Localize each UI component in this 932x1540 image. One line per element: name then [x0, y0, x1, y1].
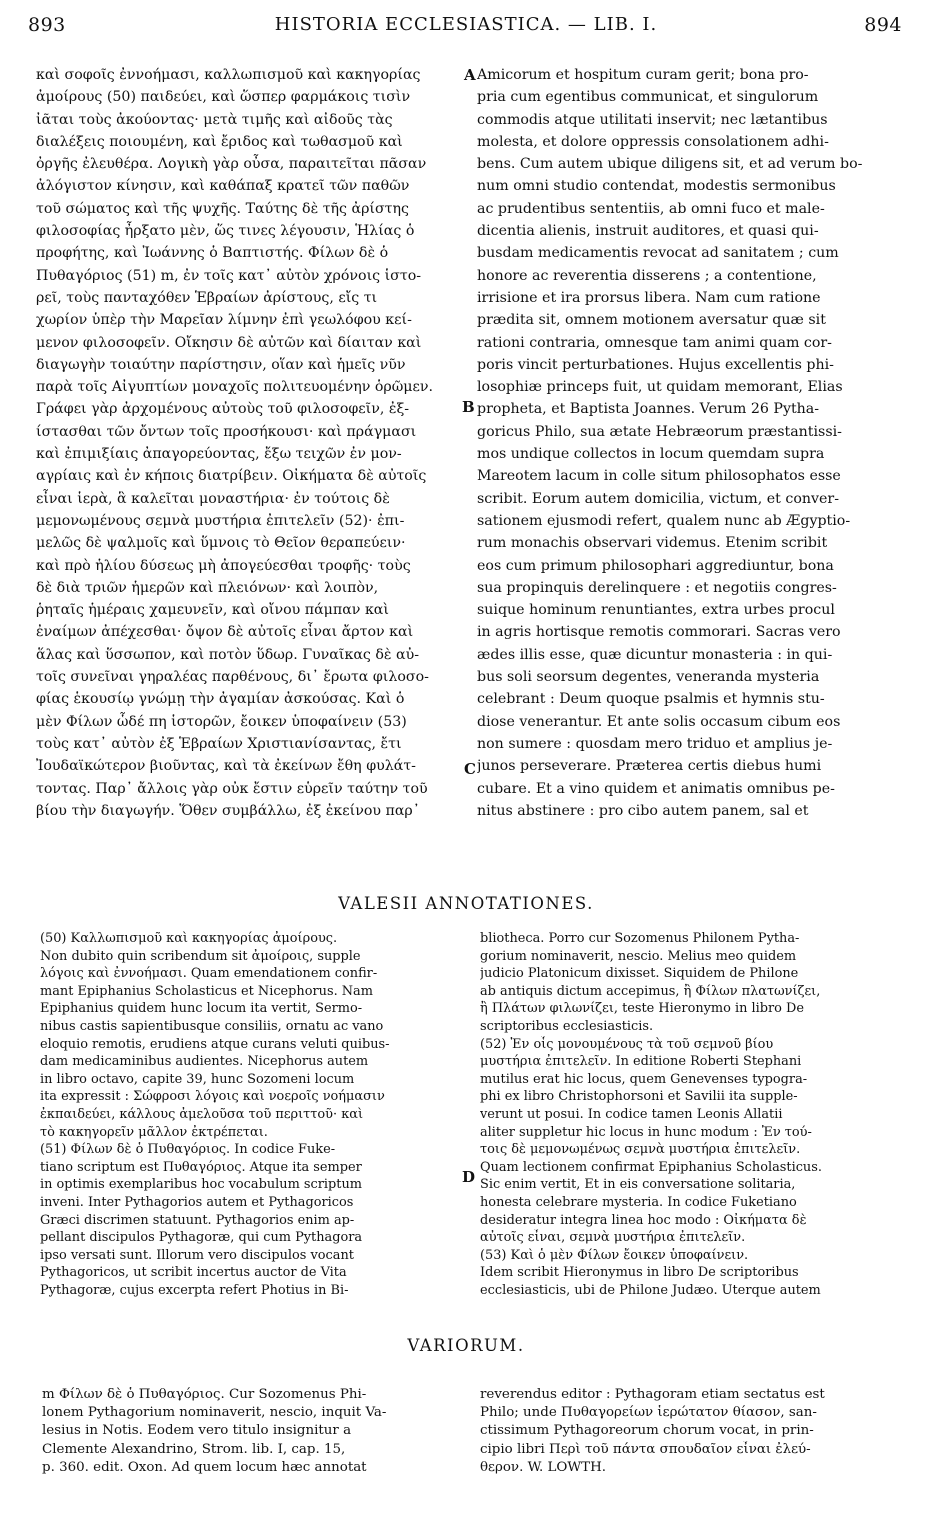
text-line: (50) Καλλωπισμοῦ καὶ κακηγορίας ἀμοίρους. — [40, 931, 338, 946]
text-line: τοὺς κατ᾽ αὐτὸν ἐξ Ἑβραίων Χριστιανίσαντας, ἔτι — [36, 735, 402, 752]
text-line: δὲ διὰ τριῶν ἡμερῶν καὶ πλειόνων· καὶ λοιπὸν, — [36, 579, 379, 596]
text-line: pria cum egentibus communicat, et singulorum — [477, 89, 819, 106]
variorum-heading: VARIORUM. — [407, 1336, 525, 1355]
text-line: pellant discipulos Pythagoræ, qui cum Pythagora — [40, 1230, 363, 1246]
text-line: Mareotem lacum in colle situm philosophatos esse — [477, 468, 841, 485]
text-line: eos cum primum philosophari aggrediuntur, bona — [477, 557, 834, 574]
text-line: p. 360. edit. Oxon. Ad quem locum hæc annotat — [42, 1459, 367, 1475]
text-line: τοις δὲ μεμονωμένως σεμνὰ μυστήρια ἐπιτελεῖν. — [480, 1142, 801, 1158]
text-line: junos perseverare. Præterea certis diebus humi — [477, 758, 822, 775]
text-line: βίου τὴν διαγωγήν. Ὅθεν συμβάλλω, ἐξ ἐκείνου παρ᾽ — [36, 802, 420, 819]
text-line: ἐκπαιδεύει, κάλλους ἀμελοῦσα τοῦ περιττοῦ· καὶ — [40, 1106, 364, 1122]
text-line: inveni. Inter Pythagorios autem et Pythagoricos — [40, 1194, 354, 1210]
text-line: Græci discrimen statuunt. Pythagorios enim ap- — [40, 1212, 355, 1228]
text-line: reverendus editor : Pythagoram etiam sectatus est — [480, 1387, 825, 1402]
text-line: irrisione et ira prorsus libera. Nam cum ratione — [477, 289, 821, 306]
text-line: dam medicaminibus audientes. Nicephorus autem — [40, 1054, 369, 1070]
annotations-left-column — [40, 930, 460, 1299]
text-line: ῥηταῖς ἡμέραις χαμευνεῖν, καὶ οἴνου πάμπαν καὶ — [36, 602, 389, 619]
text-line: τὸ κακηγορεῖν μᾶλλον ἐκτρέπεται. — [40, 1124, 268, 1140]
text-line: φίας ἑκουσίῳ γνώμῃ τὴν ἀγαμίαν ἀσκούσας. Καὶ ὁ — [36, 691, 405, 708]
text-line: phi ex libro Christophorsoni et Savilii ita supple- — [480, 1089, 798, 1105]
text-line: χωρίον ὑπὲρ τὴν Μαρεῖαν λίμνην ἐπὶ γεωλόφου κεί- — [36, 312, 412, 329]
text-line: aliter suppletur hic locus in hunc modum : Ἐν τού- — [480, 1124, 812, 1140]
text-line: bliotheca. Porro cur Sozomenus Philonem Pytha- — [480, 931, 800, 946]
text-line: celebrant : Deum quoque psalmis et hymnis stu- — [477, 691, 825, 708]
text-line: ἀλόγιστον κίνησιν, καὶ καθάπαξ κρατεῖ τῶν παθῶν — [36, 178, 410, 195]
text-line: ὀργῆς ἐλευθέρα. Λογικὴ γὰρ οὖσα, παραιτεῖται πᾶσαν — [36, 156, 427, 173]
text-line: rum monachis observari videmus. Etenim scribit — [477, 535, 828, 552]
text-line: διαγωγὴν τοιαύτην παρίστησιν, οἵαν καὶ ἡμεῖς νῦν — [36, 356, 406, 373]
text-line: ἢ Πλάτων φιλωνίζει, teste Hieronymo in libro De — [480, 1001, 804, 1017]
text-line: ecclesiasticis, ubi de Philone Judæo. Uterque autem — [480, 1282, 821, 1298]
text-line: Philo; unde Πυθαγορείων ἱερώτατον θίασον, san- — [480, 1405, 817, 1421]
text-line: diose venerantur. Et ante solis occasum cibum eos — [477, 713, 841, 730]
latin-text-column — [477, 64, 897, 822]
text-line: lonem Pythagorium nominaverit, nescio, inquit Va- — [42, 1405, 387, 1421]
text-line: μελῶς δὲ ψαλμοῖς καὶ ὕμνοις τὸ Θεῖον θεραπεύειν· — [36, 535, 406, 552]
text-line: Pythagoricos, ut scribit incertus auctor de Vita — [40, 1265, 347, 1281]
text-line: ρεῖ, τοὺς πανταχόθεν Ἑβραίων ἀρίστους, εἴς τι — [36, 289, 378, 306]
text-line: καὶ ἐπιμιξίαις ἀπαγορεύοντας, ἔξω τειχῶν ἐν μον- — [36, 446, 402, 463]
text-line: ita expressit : Σώφροσι λόγοις καὶ νοεροῖς νοήμασιν — [40, 1089, 385, 1105]
annotations-heading: VALESII ANNOTATIONES. — [338, 894, 594, 913]
text-line: καὶ σοφοῖς ἐννοήμασι, καλλωπισμοῦ καὶ κακηγορίας — [36, 67, 421, 83]
text-line: τοῖς συνεῖναι γηραλέας παρθένους, δι᾽ ἔρωτα φιλοσο- — [36, 669, 429, 686]
text-line: in optimis exemplaribus hoc vocabulum scriptum — [40, 1177, 362, 1193]
variorum-left-column — [42, 1386, 460, 1477]
text-line: suique hominum renuntiantes, extra urbes procul — [477, 602, 835, 619]
text-line: sationem ejusmodi refert, qualem nunc ab Ægyptio- — [477, 512, 851, 529]
text-line: honore ac reverentia disserens ; a contentione, — [477, 267, 817, 284]
text-line: bens. Cum autem ubique diligens sit, et ad verum bo- — [477, 156, 863, 173]
text-line: losophiæ princeps fuit, ut quidam memorant, Elias — [477, 379, 843, 396]
text-line: θερον. W. LOWTH. — [480, 1459, 607, 1475]
text-line: molesta, et dolore oppressis consolationem adhi- — [477, 133, 829, 150]
text-line: num omni studio contendat, modestis sermonibus — [477, 178, 836, 195]
text-line: μεμονωμένους σεμνὰ μυστήρια ἐπιτελεῖν (52)· ἐπι- — [36, 512, 405, 529]
text-line: Idem scribit Hieronymus in libro De scriptoribus — [480, 1265, 799, 1281]
text-line: αγρίαις καὶ ἐν κήποις διατρίβειν. Οἰκήματα δὲ αὐτοῖς — [36, 468, 427, 485]
text-line: διαλέξεις ποιουμένη, καὶ ἔριδος καὶ τωθασμοῦ καὶ — [36, 133, 403, 150]
text-line: scribit. Eorum autem domicilia, victum, et conver- — [477, 490, 840, 507]
text-line: Non dubito quin scribendum sit ἀμοίροις, supple — [40, 948, 361, 964]
text-line: (52) Ἐν οἷς μονουμένους τὰ τοῦ σεμνοῦ βίου — [480, 1036, 774, 1052]
text-line: ίστασθαι τῶν ὄντων τοῖς προσήκουσι· καὶ πράγμασι — [36, 423, 417, 440]
text-line: ædes illis esse, quæ dicuntur monasteria : in qui- — [477, 646, 833, 663]
text-line: commodis atque utilitati inservit; nec lætantibus — [477, 111, 828, 128]
text-line: lesius in Notis. Eodem vero titulo insignitur a — [42, 1423, 352, 1439]
text-line: eloquio remotis, erudiens atque curans veluti quibus- — [40, 1036, 390, 1052]
text-line: verunt ut posui. In codice tamen Leonis Allatii — [480, 1106, 783, 1122]
text-line: gorium nominaverit, nescio. Melius meo quidem — [480, 948, 797, 964]
text-line: honesta celebrare mysteria. In codice Fuketiano — [480, 1194, 797, 1210]
text-line: mutilus erat hic locus, quem Genevenses typogra- — [480, 1071, 808, 1087]
text-line: Πυθαγόριος (51) m, ἐν τοῖς κατ᾽ αὐτὸν χρόνοις ἱστο- — [36, 267, 422, 284]
text-line: τοντας. Παρ᾽ ἄλλοις γὰρ οὐκ ἔστιν εὑρεῖν ταύτην τοῦ — [36, 780, 428, 797]
text-line: (51) Φίλων δὲ ὁ Πυθαγόριος. In codice Fuke- — [40, 1142, 336, 1158]
text-line: judicio Platonicum dixisset. Siquidem de Philone — [480, 966, 799, 982]
text-line: Pythagoræ, cujus excerpta refert Photius in Bi- — [40, 1282, 349, 1298]
margin-marker-b: B — [462, 398, 475, 416]
text-line: (53) Καὶ ὁ μὲν Φίλων ἔοικεν ὑποφαίνειν. — [480, 1247, 749, 1263]
text-line: Clemente Alexandrino, Strom. lib. I, cap. 15, — [42, 1441, 346, 1457]
text-line: tiano scriptum est Πυθαγόριος. Atque ita semper — [40, 1159, 362, 1175]
running-title: HISTORIA ECCLESIASTICA. — LIB. I. — [274, 14, 658, 35]
text-line: τοῦ σώματος καὶ τῆς ψυχῆς. Ταύτης δὲ τῆς ἀρίστης — [36, 200, 409, 217]
text-line: busdam medicamentis revocat ad sanitatem ; cum — [477, 245, 839, 262]
text-line: propheta, et Baptista Joannes. Verum 26 Pytha- — [477, 401, 820, 418]
text-line: λόγοις καὶ ἐννοήμασι. Quam emendationem confir- — [40, 966, 378, 982]
text-line: scriptoribus ecclesiasticis. — [480, 1018, 654, 1034]
text-line: ctissimum Pythagoreorum chorum vocat, in prin- — [480, 1423, 814, 1439]
text-line: in agris hortisque remotis commorari. Sacras vero — [477, 624, 841, 641]
text-line: καὶ πρὸ ἡλίου δύσεως μὴ ἀπογεύεσθαι τροφῆς· τοὺς — [36, 557, 411, 574]
text-line: εἶναι ἱερὰ, ἃ καλεῖται μοναστήρια· ἐν τούτοις δὲ — [36, 490, 390, 507]
text-line: μυστήρια ἐπιτελεῖν. In editione Roberti Stephani — [480, 1054, 802, 1070]
text-line: Quam lectionem confirmat Epiphanius Scholasticus. — [480, 1159, 822, 1175]
text-line: cubare. Et a vino quidem et animatis omnibus pe- — [477, 780, 835, 797]
text-line: mant Epiphanius Scholasticus et Nicephorus. Nam — [40, 983, 373, 999]
text-line: mos undique collectos in locum quemdam supra — [477, 446, 825, 463]
text-line: prædita sit, omnem motionem aversatur quæ sit — [477, 312, 826, 329]
text-line: bus soli seorsum degentes, veneranda mysteria — [477, 669, 820, 686]
text-line: rationi contraria, omnesque tam animi quam cor- — [477, 334, 832, 351]
text-line: Γράφει γὰρ ἀρχομένους αὐτοὺς τοῦ φιλοσοφεῖν, ἐξ- — [36, 401, 410, 418]
text-line: non sumere : quosdam mero triduo et amplius je- — [477, 735, 833, 752]
text-line: αὐτοῖς εἶναι, σεμνὰ μυστήρια ἐπιτελεῖν. — [480, 1230, 746, 1246]
text-line: desideratur integra linea hoc modo : Οἰκήματα δὲ — [480, 1212, 807, 1228]
text-line: Ἰουδαϊκώτερον βιοῦντας, καὶ τὰ ἐκείνων ἔθη φυλάτ- — [36, 758, 416, 775]
text-line: προφήτης, καὶ Ἰωάννης ὁ Βαπτιστής. Φίλων δὲ ὁ — [36, 245, 389, 262]
page-number-right: 894 — [864, 14, 902, 36]
margin-marker-a: A — [464, 66, 476, 84]
text-line: Sic enim vertit, Et in eis conversatione solitaria, — [480, 1177, 796, 1193]
text-line: ἐναίμων ἀπέχεσθαι· ὄψον δὲ αὐτοῖς εἶναι ἄρτον καὶ — [36, 624, 414, 641]
text-line: ἰᾶται τοὺς ἀκούοντας· μετὰ τιμῆς καὶ αἰδοῦς τὰς — [36, 111, 393, 128]
margin-marker-c: C — [464, 760, 476, 778]
text-line: cipio libri Περὶ τοῦ πάντα σπουδαῖον εἶναι ἐλεύ- — [480, 1441, 811, 1457]
annotations-right-column — [480, 930, 900, 1299]
text-line: sua propinquis derelinquere : et negotiis congres- — [477, 579, 837, 596]
greek-text-column — [36, 64, 463, 822]
text-line: ab antiquis dictum accepimus, ἢ Φίλων πλατωνίζει, — [480, 983, 821, 999]
text-line: παρὰ τοῖς Αἰγυπτίων μοναχοῖς πολιτευομένην ὁρῶμεν. — [36, 379, 433, 396]
text-line: Epiphanius quidem hunc locum ita vertit, Sermo- — [40, 1001, 363, 1017]
text-line: ἀμοίρους (50) παιδεύει, καὶ ὥσπερ φαρμάκοις τισὶν — [36, 89, 411, 106]
text-line: μενον φιλοσοφεῖν. Οἴκησιν δὲ αὐτῶν καὶ δίαιταν καὶ — [36, 334, 422, 351]
page-number-left: 893 — [28, 14, 66, 36]
margin-marker-d: D — [462, 1168, 476, 1186]
variorum-right-column — [480, 1386, 900, 1477]
text-line: Amicorum et hospitum curam gerit; bona pro- — [477, 67, 809, 83]
text-line: nitus abstinere : pro cibo autem panem, sal et — [477, 802, 809, 819]
text-line: poris vincit perturbationes. Hujus excellentis phi- — [477, 356, 834, 373]
text-line: ipso versati sunt. Illorum vero discipulos vocant — [40, 1247, 354, 1263]
text-line: ἅλας καὶ ὕσσωπον, καὶ ποτὸν ὕδωρ. Γυναῖκας δὲ αὐ- — [36, 646, 420, 663]
text-line: dicentia alienis, instruit auditores, et quasi qui- — [477, 223, 819, 240]
text-line: ac prudentibus sententiis, ab omni fuco et male- — [477, 200, 825, 217]
text-line: μὲν Φίλων ὧδέ πη ἱστορῶν, ἔοικεν ὑποφαίνειν (53) — [36, 713, 407, 730]
text-line: goricus Philo, sua ætate Hebræorum præstantissi- — [477, 423, 842, 440]
text-line: nibus castis sapientibusque consiliis, ornatu ac vano — [40, 1018, 384, 1034]
text-line: φιλοσοφίας ἦρξατο μὲν, ὥς τινες λέγουσιν, Ἡλίας ὁ — [36, 223, 415, 240]
text-line: m Φίλων δὲ ὁ Πυθαγόριος. Cur Sozomenus Phi- — [42, 1387, 367, 1402]
text-line: in libro octavo, capite 39, hunc Sozomeni locum — [40, 1071, 355, 1087]
